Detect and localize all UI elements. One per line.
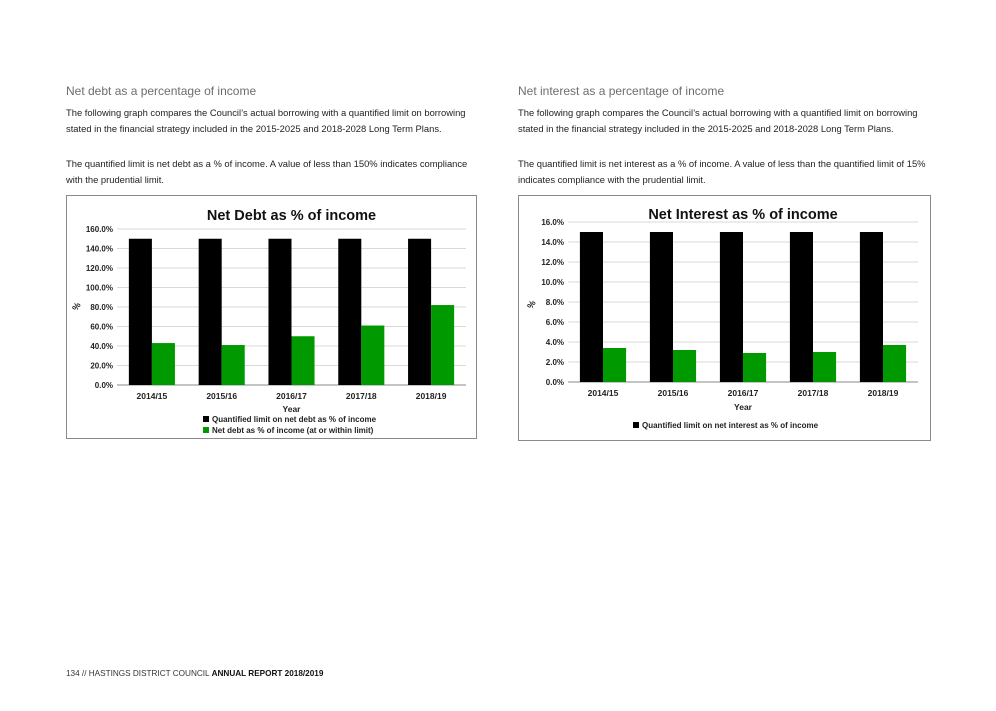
y-tick-label: 160.0% [85, 225, 113, 234]
y-tick-label: 4.0% [545, 338, 564, 347]
limit-bar [580, 232, 603, 382]
actual-bar [883, 345, 906, 382]
right-intro-paragraph: The following graph compares the Council’s actual borrowing with a quantified limit on borrowing stated in the financial strategy included in the 2015-2025 and 2018-2028 Long Term Plans. [518, 107, 918, 134]
net-debt-chart [66, 195, 477, 439]
y-tick-label: 20.0% [90, 361, 113, 371]
left-section-heading: Net debt as a percentage of income [66, 84, 257, 98]
legend-entry: Quantified limit on net debt as % of income [212, 415, 377, 424]
limit-bar [720, 232, 743, 382]
x-tick-label: 2014/15 [587, 388, 619, 398]
footer-prefix: 134 // HASTINGS DISTRICT COUNCIL [66, 669, 212, 678]
y-axis-label: % [70, 300, 83, 313]
x-tick-label: 2015/16 [657, 388, 689, 398]
limit-bar [129, 239, 152, 385]
y-tick-label: 100.0% [85, 283, 113, 293]
limit-bar [650, 232, 673, 382]
actual-bar [603, 348, 626, 382]
limit-bar [338, 239, 361, 385]
actual-bar [431, 305, 454, 385]
x-tick-label: 2016/17 [276, 391, 307, 401]
limit-bar [860, 232, 883, 382]
y-tick-label: 6.0% [545, 318, 564, 327]
y-tick-label: 14.0% [541, 238, 564, 247]
limit-bar [408, 239, 431, 385]
x-tick-label: 2017/18 [345, 391, 377, 401]
y-axis-label: % [525, 298, 538, 311]
limit-bar [790, 232, 813, 382]
x-tick-label: 2018/19 [867, 388, 899, 398]
actual-bar [673, 350, 696, 382]
limit-bar [199, 239, 222, 385]
actual-bar [361, 326, 384, 385]
legend-entry: Quantified limit on net interest as % of income [642, 421, 819, 430]
actual-bar [813, 352, 836, 382]
y-tick-label: 16.0% [541, 218, 564, 227]
x-tick-label: 2018/19 [415, 391, 447, 401]
y-tick-label: 8.0% [545, 298, 564, 307]
net-interest-chart-svg [519, 196, 930, 440]
net-debt-chart-svg [67, 196, 476, 438]
y-tick-label: 40.0% [90, 342, 113, 351]
y-tick-label: 12.0% [541, 258, 564, 267]
y-tick-label: 10.0% [541, 278, 564, 287]
y-tick-label: 120.0% [85, 264, 113, 273]
right-section-heading: Net interest as a percentage of income [518, 84, 725, 98]
y-tick-label: 2.0% [545, 358, 564, 367]
actual-bar [222, 345, 245, 385]
y-tick-label: 0.0% [94, 381, 113, 390]
left-intro-paragraph: The following graph compares the Council’s actual borrowing with a quantified limit on borrowing stated in the financial strategy included in the 2015-2025 and 2018-2028 Long Term Plans. [66, 107, 466, 134]
x-tick-label: 2015/16 [206, 391, 238, 401]
right-limit-paragraph: The quantified limit is net interest as a % of income. A value of less than the quantified limit of 15% indicates compliance with the prudential limit. [518, 158, 926, 185]
x-tick-label: 2017/18 [797, 388, 829, 398]
actual-bar [743, 353, 766, 382]
left-limit-paragraph: The quantified limit is net debt as a % of income. A value of less than 150% indicates compliance with the prudential limit. [66, 158, 468, 185]
x-axis-label: Year [282, 404, 301, 414]
legend-swatch [203, 427, 209, 433]
legend-swatch [203, 416, 209, 422]
limit-bar [268, 239, 291, 385]
y-tick-label: 60.0% [90, 322, 113, 332]
actual-bar [152, 343, 175, 385]
x-tick-label: 2014/15 [136, 391, 168, 401]
actual-bar [292, 336, 315, 385]
y-tick-label: 0.0% [545, 378, 564, 387]
x-axis-label: Year [734, 402, 752, 412]
legend-entry: Net debt as % of income (at or within limit) [212, 426, 374, 435]
x-tick-label: 2016/17 [727, 388, 759, 398]
footer-report-title: ANNUAL REPORT 2018/2019 [211, 669, 324, 678]
chart-title: Net Interest as % of income [648, 207, 838, 223]
legend-swatch [633, 422, 639, 428]
y-tick-label: 80.0% [90, 303, 113, 312]
y-tick-label: 140.0% [85, 244, 113, 254]
chart-title: Net Debt as % of income [206, 208, 377, 224]
page-footer [66, 669, 323, 678]
net-interest-chart [518, 195, 931, 441]
